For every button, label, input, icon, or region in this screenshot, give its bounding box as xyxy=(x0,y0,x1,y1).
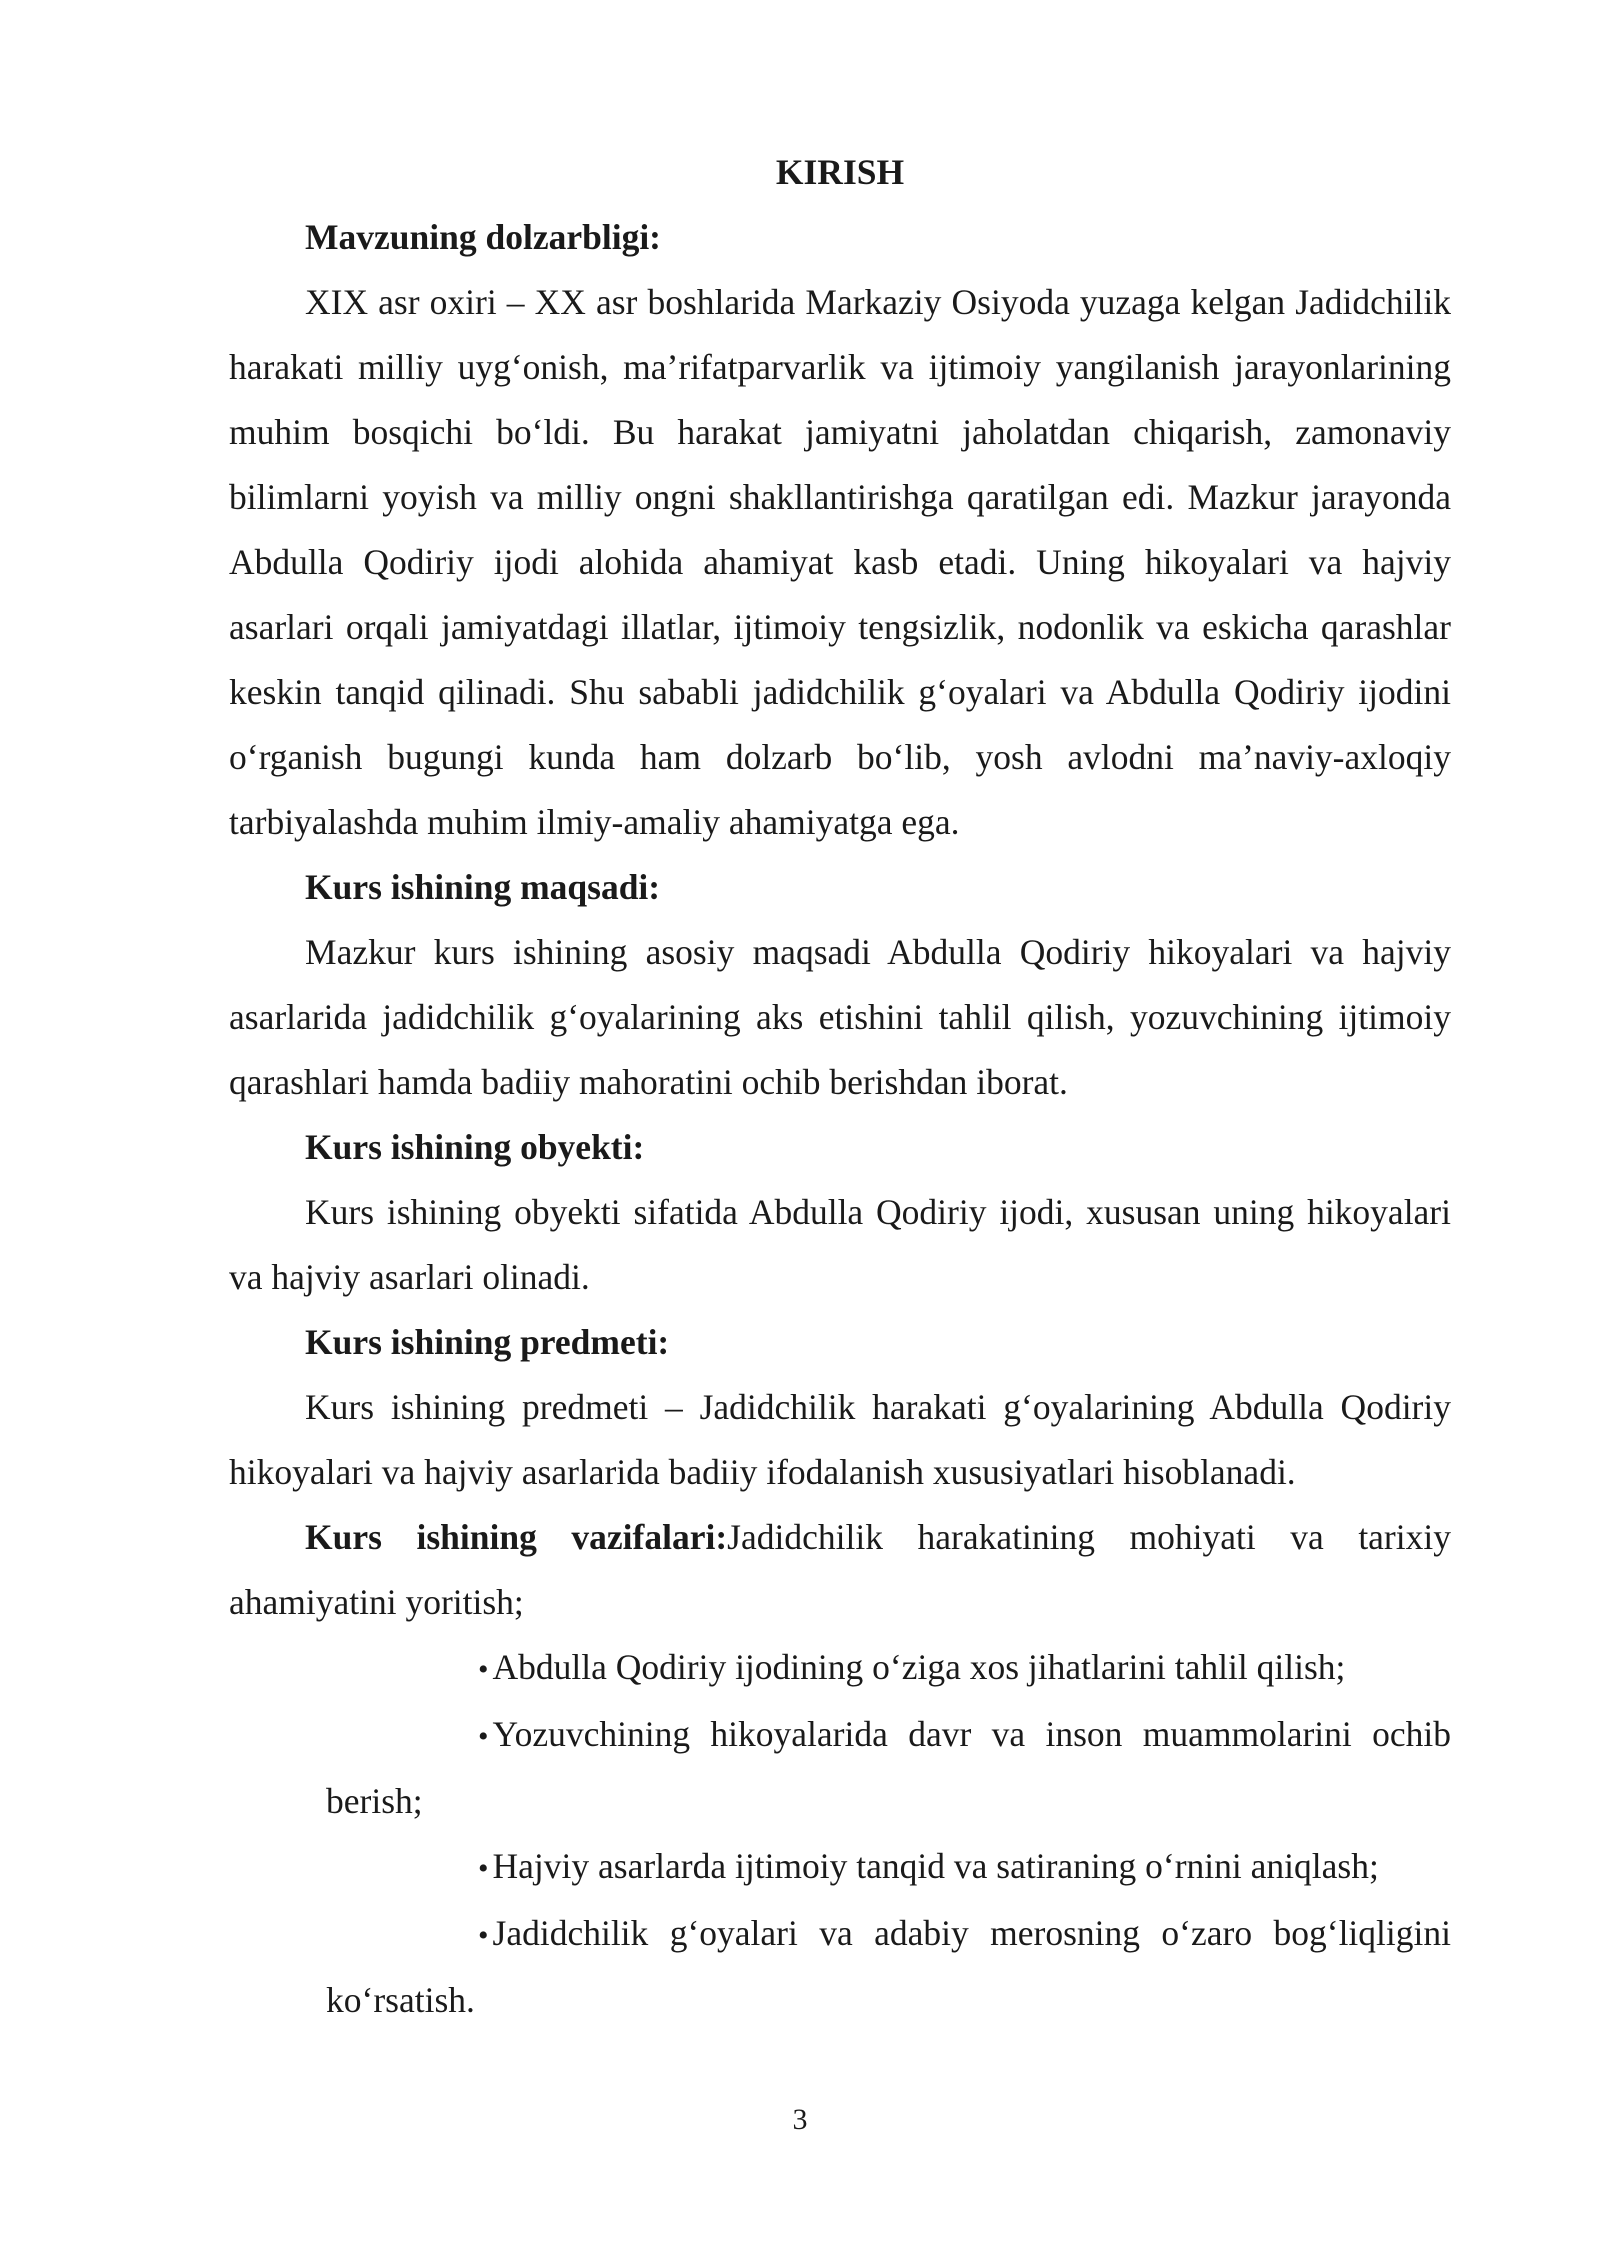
page-title: KIRISH xyxy=(775,152,905,192)
section-heading-relevance: Mavzuning dolzarbligi: xyxy=(305,217,662,257)
section-heading-subject: Kurs ishining predmeti: xyxy=(305,1322,670,1362)
document-page xyxy=(229,140,1451,2033)
task-item-text: Hajviy asarlarda ijtimoiy tanqid va satiraning o‘rnini aniqlash; xyxy=(492,1846,1379,1886)
tasks-intro: Jadidchilik harakatining mohiyati va tarixiy ahamiyatini yoritish; xyxy=(229,1517,1451,1622)
section-text-relevance: XIX asr oxiri – XX asr boshlarida Markaziy Osiyoda yuzaga kelgan Jadidchilik harakati milliy uyg‘onish, ma’rifatparvarlik va ijtimoiy yangilanish jarayonlarining muhim bosqichi bo‘ldi. Bu harakat jamiyatni jaholatdan chiqarish, zamonaviy bilimlarni yoyish va milliy ongni shakllantirishga qaratilgan edi. Mazkur jarayonda Abdulla Qodiriy ijodi alohida ahamiyat kasb etadi. Uning hikoyalari va hajviy asarlari orqali jamiyatdagi illatlar, ijtimoiy tengsizlik, nodonlik va eskicha qarashlar keskin tanqid qilinadi. Shu sababli jadidchilik g‘oyalari va Abdulla Qodiriy ijodini o‘rganish bugungi kunda ham dolzarb bo‘lib, yosh avlodni ma’naviy-axloqiy tarbiyalashda muhim ilmiy-amaliy ahamiyatga ega. xyxy=(229,282,1451,842)
page-number: 3 xyxy=(792,2103,808,2136)
bullet-icon: • xyxy=(478,1852,489,1885)
section-heading-object: Kurs ishining obyekti: xyxy=(305,1127,645,1167)
task-item-text: Jadidchilik g‘oyalari va adabiy merosning o‘zaro bog‘liqligini ko‘rsatish. xyxy=(326,1913,1451,2020)
section-text-subject: Kurs ishining predmeti – Jadidchilik harakati g‘oyalarining Abdulla Qodiriy hikoyalari va hajviy asarlarida badiiy ifodalanish xususiyatlari hisoblanadi. xyxy=(229,1387,1451,1492)
bullet-icon: • xyxy=(478,1720,489,1753)
task-item-text: Yozuvchining hikoyalarida davr va inson muammolarini ochib berish; xyxy=(326,1714,1451,1821)
task-list-item xyxy=(326,1702,1451,1834)
section-text-goal: Mazkur kurs ishining asosiy maqsadi Abdulla Qodiriy hikoyalari va hajviy asarlarida jadidchilik g‘oyalarining aks etishini tahlil qilish, yozuvchining ijtimoiy qarashlari hamda badiiy mahoratini ochib berishdan iborat. xyxy=(229,932,1451,1102)
task-list-item xyxy=(326,1834,1451,1901)
bullet-icon: • xyxy=(478,1919,489,1952)
section-text-object: Kurs ishining obyekti sifatida Abdulla Qodiriy ijodi, xususan uning hikoyalari va hajviy asarlari olinadi. xyxy=(229,1192,1451,1297)
task-list-item xyxy=(326,1635,1451,1702)
task-list-item xyxy=(326,1901,1451,2033)
task-item-text: Abdulla Qodiriy ijodining o‘ziga xos jihatlarini tahlil qilish; xyxy=(492,1647,1346,1687)
section-heading-goal: Kurs ishining maqsadi: xyxy=(305,867,661,907)
bullet-icon: • xyxy=(478,1653,489,1686)
tasks-paragraph xyxy=(229,1505,1451,1635)
tasks-heading: Kurs ishining vazifalari: xyxy=(305,1517,728,1557)
